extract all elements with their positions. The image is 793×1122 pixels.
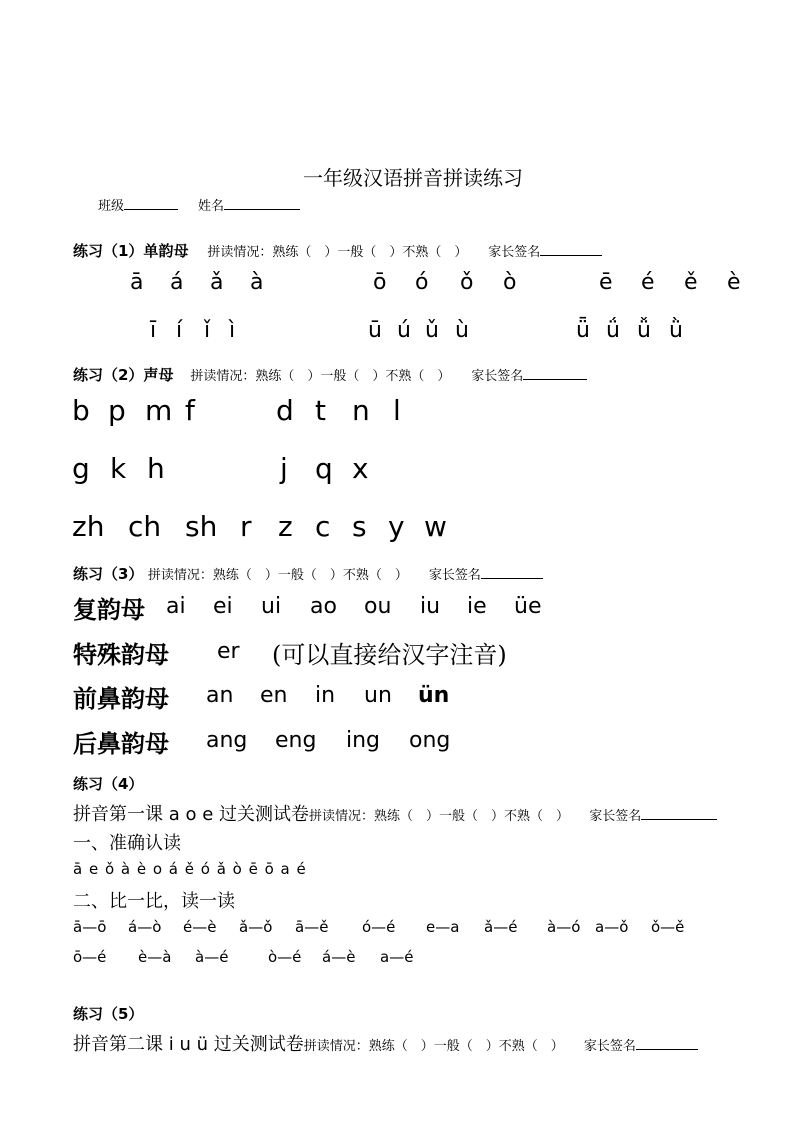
group-label: 特殊韵母 <box>73 641 169 669</box>
single-finals-row-1 <box>0 270 793 300</box>
pinyin-pair: ǒ—ě <box>651 918 685 936</box>
note: (可以直接给汉字注音) <box>272 641 507 669</box>
pinyin-syllable: ǘ <box>606 318 620 343</box>
rating-options[interactable]: 拼读情况：熟练（ ）一般（ ）不熟（ ） <box>303 1039 564 1054</box>
pinyin-pair: á—è <box>322 948 356 966</box>
pinyin-pair: à—é <box>195 948 229 966</box>
initial: j <box>280 452 288 485</box>
pinyin-pair: á—ò <box>128 918 162 936</box>
final: üe <box>514 594 542 619</box>
final: er <box>217 639 240 664</box>
initial: f <box>185 394 195 427</box>
signature-label: 家长签名 <box>488 245 541 260</box>
part-2-title: 二、比一比，读一读 <box>73 891 235 912</box>
signature-label: 家长签名 <box>471 369 524 384</box>
signature-label: 家长签名 <box>589 809 642 824</box>
initial: w <box>424 510 447 543</box>
pinyin-syllable: ō <box>373 270 387 295</box>
pinyin-syllable: à <box>250 270 264 295</box>
final: en <box>260 683 288 708</box>
signature-label: 家长签名 <box>583 1039 636 1054</box>
exercise-2-header <box>73 364 587 385</box>
pinyin-syllable: ó <box>415 270 429 295</box>
final: ai <box>166 594 186 619</box>
signature-label: 家长签名 <box>428 568 481 583</box>
exercise-2-label: 练习（2）声母 <box>73 366 174 384</box>
pinyin-syllable: ǒ <box>460 270 474 295</box>
pinyin-pair: ō—é <box>73 948 107 966</box>
initial: s <box>352 510 367 543</box>
pinyin-syllable: ǖ <box>576 318 590 343</box>
final: ao <box>310 594 337 619</box>
test-title: 拼音第一课 a o e 过关测试卷 <box>73 804 310 825</box>
pinyin-syllable: ú <box>397 318 411 343</box>
initial: b <box>72 394 90 427</box>
part-1-items: ā e ǒ à è o á ě ó ǎ ò ē ō a é <box>73 860 306 878</box>
pinyin-syllable: ǎ <box>210 270 224 295</box>
final: ing <box>346 728 381 753</box>
signature-blank[interactable] <box>636 1037 698 1050</box>
part-1-title: 一、准确认读 <box>73 833 181 854</box>
exercise-5-header <box>73 1003 143 1024</box>
exercise-1-label: 练习（1）单韵母 <box>73 242 189 260</box>
initial: g <box>72 452 90 485</box>
final: ang <box>206 728 248 753</box>
initial: p <box>108 394 126 427</box>
compound-finals-row <box>0 590 793 626</box>
pinyin-syllable: ī <box>150 318 157 343</box>
back-nasal-finals-row <box>0 724 793 760</box>
name-blank[interactable] <box>224 197 300 210</box>
signature-blank[interactable] <box>523 367 587 380</box>
pinyin-syllable: ò <box>503 270 517 295</box>
exercise-3-label: 练习（3） <box>73 565 144 583</box>
pinyin-pair: a—é <box>380 948 414 966</box>
final: iu <box>420 594 441 619</box>
page-title: 一年级汉语拼音拼读练习 <box>303 166 523 190</box>
rating-options[interactable]: 拼读情况：熟练（ ）一般（ ）不熟（ ） <box>207 245 468 260</box>
initial: m <box>145 394 173 427</box>
pinyin-syllable: ǔ <box>425 318 439 343</box>
initial: sh <box>185 510 218 543</box>
final: eng <box>275 728 317 753</box>
pinyin-pair: ó—é <box>362 918 396 936</box>
final: an <box>206 683 234 708</box>
initial: d <box>276 394 294 427</box>
final: ün <box>418 683 450 708</box>
single-finals-row-2 <box>0 318 793 348</box>
pinyin-syllable: í <box>176 318 183 343</box>
final: ie <box>467 594 487 619</box>
special-finals-row <box>0 635 793 671</box>
test-title: 拼音第二课 i u ü 过关测试卷 <box>73 1034 304 1055</box>
final: un <box>364 683 392 708</box>
exercise-5-label: 练习（5） <box>73 1005 144 1023</box>
initials-row-2 <box>0 452 793 492</box>
pinyin-syllable: ǚ <box>637 318 651 343</box>
initial: x <box>352 452 369 485</box>
signature-blank[interactable] <box>641 807 717 820</box>
name-label: 姓名 <box>198 199 225 214</box>
pinyin-syllable: ē <box>599 270 613 295</box>
group-label: 复韵母 <box>73 596 145 624</box>
initial: ch <box>128 510 162 543</box>
pinyin-pair: e—a <box>426 918 460 936</box>
pinyin-syllable: é <box>641 270 655 295</box>
pinyin-syllable: ū <box>368 318 382 343</box>
initial: n <box>352 394 370 427</box>
rating-options[interactable]: 拼读情况：熟练（ ）一般（ ）不熟（ ） <box>309 809 570 824</box>
final: in <box>315 683 336 708</box>
initial: zh <box>72 510 105 543</box>
pinyin-pair: a—ǒ <box>595 918 629 936</box>
exercise-4-header <box>73 773 143 794</box>
initial: h <box>147 452 165 485</box>
pinyin-syllable: ǐ <box>204 318 211 343</box>
initial: y <box>388 510 405 543</box>
pinyin-syllable: á <box>170 270 184 295</box>
pinyin-syllable: ě <box>684 270 698 295</box>
initial: t <box>315 394 326 427</box>
class-field[interactable] <box>98 195 178 214</box>
pinyin-pair: ò—é <box>268 948 302 966</box>
exercise-5-test-line <box>73 1030 698 1056</box>
rating-options[interactable]: 拼读情况：熟练（ ）一般（ ）不熟（ ） <box>190 369 451 384</box>
pinyin-pair: ǎ—é <box>484 918 518 936</box>
pinyin-pair: ā—ě <box>295 918 329 936</box>
exercise-3-header <box>73 563 543 584</box>
exercise-1-header <box>73 240 602 261</box>
pinyin-syllable: ā <box>130 270 144 295</box>
signature-blank[interactable] <box>481 566 543 579</box>
class-label: 班级 <box>98 199 125 214</box>
final: ong <box>409 728 451 753</box>
initials-row-1 <box>0 394 793 434</box>
initials-row-3 <box>0 510 793 550</box>
name-field[interactable] <box>198 195 300 214</box>
initial: k <box>110 452 127 485</box>
pinyin-pair: è—à <box>138 948 172 966</box>
pinyin-syllable: è <box>727 270 741 295</box>
pinyin-syllable: ì <box>229 318 236 343</box>
initial: r <box>240 510 252 543</box>
class-blank[interactable] <box>124 197 178 210</box>
signature-blank[interactable] <box>540 243 602 256</box>
group-label: 前鼻韵母 <box>73 685 169 713</box>
exercise-4-test-line <box>73 800 717 826</box>
pinyin-pair: ā—ō <box>73 918 107 936</box>
pinyin-pair: é—è <box>183 918 217 936</box>
group-label: 后鼻韵母 <box>73 730 169 758</box>
initial: l <box>393 394 401 427</box>
pinyin-pair: à—ó <box>547 918 581 936</box>
initial: c <box>315 510 331 543</box>
pinyin-syllable: ǜ <box>669 318 683 343</box>
front-nasal-finals-row <box>0 679 793 715</box>
initial: z <box>278 510 293 543</box>
initial: q <box>315 452 333 485</box>
exercise-4-label: 练习（4） <box>73 775 144 793</box>
final: ui <box>261 594 282 619</box>
pinyin-pair: ǎ—ǒ <box>239 918 273 936</box>
rating-options[interactable]: 拼读情况：熟练（ ）一般（ ）不熟（ ） <box>147 568 408 583</box>
compare-pairs-row-2 <box>0 948 793 970</box>
compare-pairs-row-1 <box>0 918 793 940</box>
final: ei <box>213 594 233 619</box>
pinyin-syllable: ù <box>455 318 469 343</box>
final: ou <box>364 594 392 619</box>
